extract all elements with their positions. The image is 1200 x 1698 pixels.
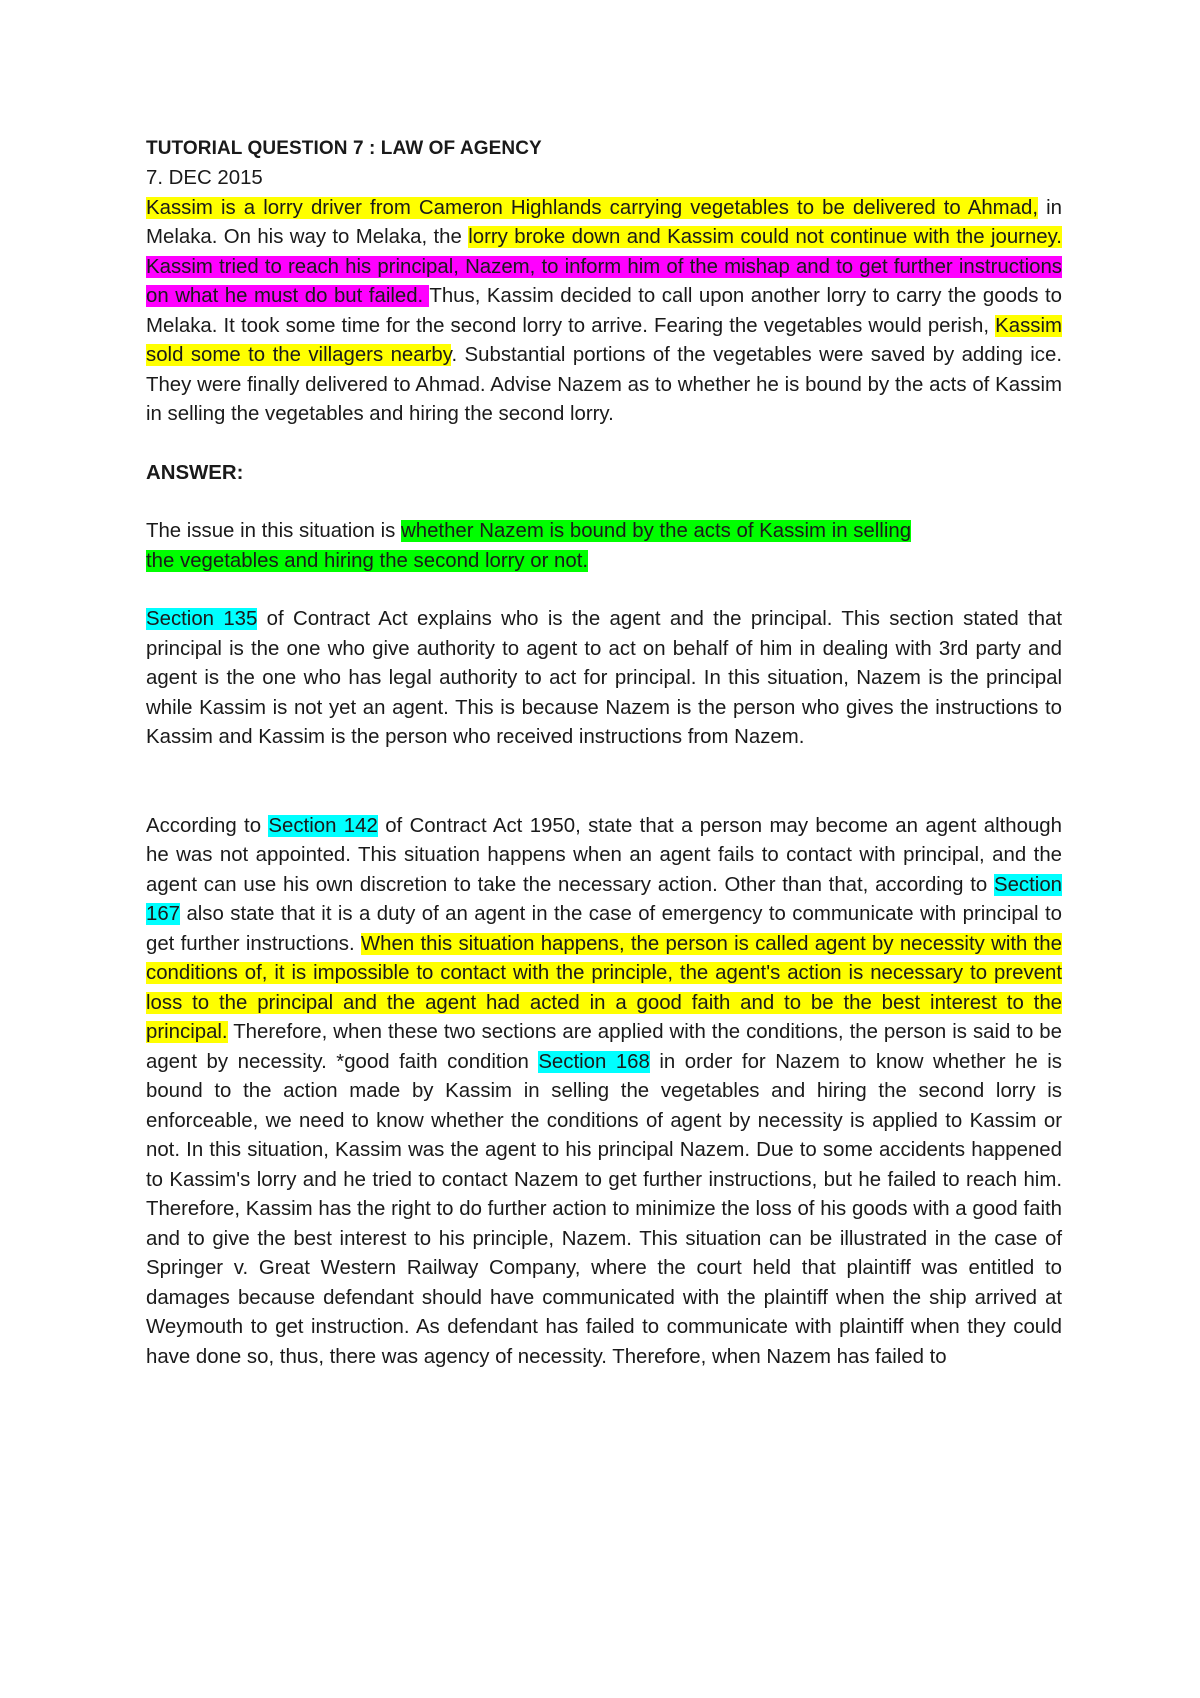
- section-142-text: in order for Nazem to know whether he is bound to the action made by Kassim in selling the vegetables and hiring the second lorry is enforceable, we need to know whether the conditions of agent by necessity is applied to Kassim or not. In this situation, Kassim was the agent to his principal Nazem. Due to some accidents happened to Kassim's lorry and he tried to contact Nazem to get further instructions, but he failed to reach him. Therefore, Kassim has the right to do further action to minimize the loss of his goods with a good faith and to give the best interest to his principle, Nazem. This situation can be illustrated in the case of Springer v. Great Western Railway Company, where the court held that plaintiff was entitled to damages because defendant should have communicated with the plaintiff when the ship arrived at Weymouth to get instruction. As defendant has failed to communicate with plaintiff when they could have done so, thus, there was agency of necessity. Therefore, when Nazem has failed to: [146, 1050, 1062, 1368]
- highlight-cyan: Section 167: [146, 873, 1062, 925]
- document-page: [146, 134, 1062, 1372]
- section-135-text: of Contract Act explains who is the agent and the principal. This section stated that principal is the one who give authority to agent to act on behalf of him in dealing with 3rd party and agent is the one who has legal authority to act for principal. In this situation, Nazem is the principal while Kassim is not yet an agent. This is because Nazem is the person who gives the instructions to Kassim and Kassim is the person who received instructions from Nazem.: [146, 608, 1062, 748]
- highlight-cyan: Section 135: [146, 608, 258, 630]
- section-135-paragraph: [146, 605, 1062, 753]
- section-142-text: of Contract Act 1950, state that a person may become an agent although he was not appointed. This situation happens when an agent fails to contact with principal, and the agent can use his own discretion to take the necessary action. Other than that, according to: [146, 814, 1062, 896]
- issue-paragraph: [146, 517, 1062, 576]
- section-142-text: According to: [146, 814, 269, 837]
- highlight-yellow: Kassim sold some to the villagers nearby: [146, 314, 1062, 366]
- highlight-cyan: Section 168: [538, 1050, 650, 1073]
- question-text: Thus, Kassim decided to call upon another lorry to carry the goods to Melaka. It took some time for the second lorry to arrive. Fearing the vegetables would perish,: [146, 285, 1062, 337]
- highlight-cyan: Section 142: [268, 814, 378, 837]
- section-142-text: also state that it is a duty of an agent in the case of emergency to communicate with principal to get further instructions.: [146, 903, 1062, 955]
- section-142-paragraph: [146, 812, 1062, 1373]
- highlight-yellow: Kassim is a lorry driver from Cameron Highlands carrying vegetables to be delivered to Ahmad,: [146, 196, 1039, 219]
- highlight-yellow: When this situation happens, the person is called agent by necessity with the conditions of, it is impossible to contact with the principle, the agent's action is necessary to prevent loss to the principal and the agent had acted in a good faith and to be the best interest to the principal.: [146, 932, 1062, 1043]
- section-142-text: Therefore, when these two sections are applied with the conditions, the person is said to be agent by necessity. *good faith condition: [146, 1021, 1062, 1073]
- question-date: 7. DEC 2015: [146, 167, 263, 189]
- question-paragraph: [146, 194, 1062, 430]
- highlight-green: the vegetables and hiring the second lorry or not.: [146, 549, 589, 572]
- highlight-yellow: lorry broke down and Kassim could not continue with the journey.: [468, 226, 1062, 248]
- question-text: . Substantial portions of the vegetables were saved by adding ice. They were finally delivered to Ahmad. Advise Nazem as to whether he is bound by the acts of Kassim in selling the vegetables and hiring the second lorry.: [146, 344, 1062, 425]
- answer-heading: ANSWER:: [146, 461, 244, 484]
- question-text: in Melaka. On his way to Melaka, the: [146, 196, 1062, 248]
- highlight-magenta: Kassim tried to reach his principal, Nazem, to inform him of the mishap and to get further instructions on what he must do but failed.: [146, 255, 1062, 307]
- issue-text: The issue in this situation is: [146, 520, 402, 542]
- highlight-green: whether Nazem is bound by the acts of Kassim in selling: [401, 520, 912, 542]
- document-title: TUTORIAL QUESTION 7 : LAW OF AGENCY: [146, 138, 542, 159]
